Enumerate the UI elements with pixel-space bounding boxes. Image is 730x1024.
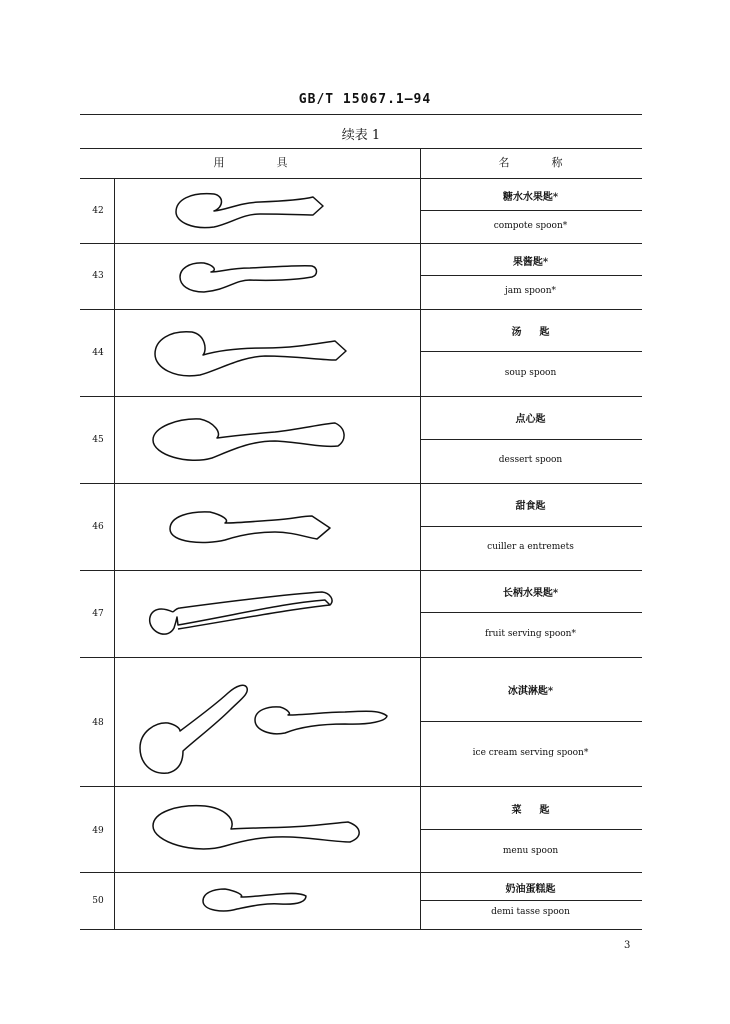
english-name: fruit serving spoon*: [485, 629, 576, 639]
row-number: 48: [92, 718, 104, 728]
table-title: 续表 1: [341, 128, 381, 143]
chinese-name: 奶油蛋糕匙: [505, 884, 556, 895]
row-number: 46: [92, 522, 104, 532]
row-number: 50: [92, 896, 104, 906]
column-header-utensil: 用具: [213, 156, 340, 169]
english-name: ice cream serving spoon*: [472, 748, 589, 758]
chinese-name: 甜食匙: [515, 501, 546, 512]
row-number: 45: [92, 435, 104, 445]
ice-cream-spoon-drawing-2: [255, 707, 387, 734]
row-number: 44: [92, 348, 104, 358]
chinese-name: 糖水水果匙*: [502, 192, 559, 203]
row-number: 47: [92, 609, 104, 619]
column-header-name: 名称: [498, 156, 605, 169]
english-name: menu spoon: [502, 846, 559, 856]
cuiller-a-entremets-drawing: [170, 512, 330, 543]
english-name: dessert spoon: [498, 455, 563, 465]
english-name: cuiller a entremets: [487, 542, 574, 552]
english-name: compote spoon*: [493, 221, 568, 231]
chinese-name: 汤匙: [511, 327, 568, 338]
chinese-name: 长柄水果匙*: [502, 588, 559, 599]
english-name: demi tasse spoon: [491, 907, 570, 917]
jam-spoon-drawing: [180, 263, 317, 292]
soup-spoon-drawing: [155, 332, 346, 376]
page-number: 3: [624, 940, 631, 951]
chinese-name: 冰淇淋匙*: [507, 686, 554, 697]
english-name: jam spoon*: [504, 286, 557, 296]
row-number: 49: [92, 826, 104, 836]
chinese-name: 菜匙: [511, 805, 568, 816]
row-number: 43: [92, 271, 104, 281]
fruit-serving-spoon-drawing: [150, 592, 332, 634]
menu-spoon-drawing: [153, 806, 359, 849]
compote-spoon-drawing: [176, 194, 323, 228]
row-number: 42: [92, 206, 104, 216]
chinese-name: 果酱匙*: [512, 257, 549, 268]
standard-id: GB/T 15067.1—94: [298, 92, 432, 107]
demi-tasse-spoon-drawing: [203, 889, 306, 911]
dessert-spoon-drawing: [153, 419, 344, 460]
ice-cream-spoon-drawing-1: [140, 685, 247, 773]
chinese-name: 点心匙: [515, 414, 546, 425]
english-name: soup spoon: [504, 368, 557, 378]
